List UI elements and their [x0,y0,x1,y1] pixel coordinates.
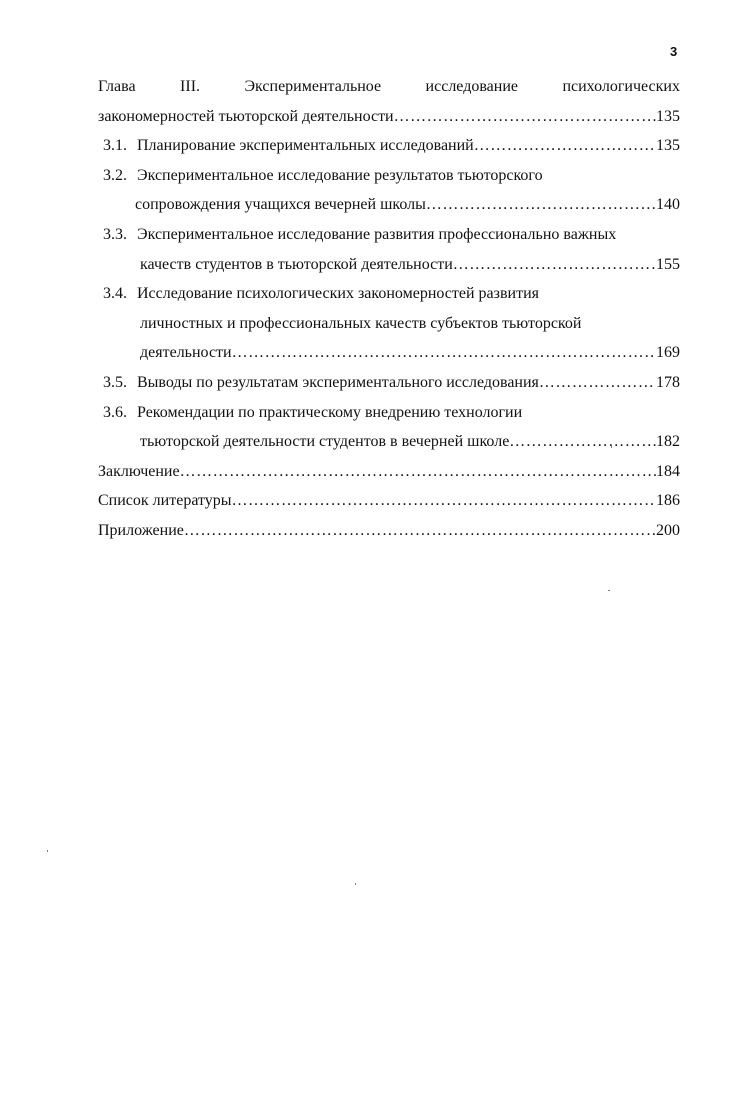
chapter-roman: III. [180,78,201,95]
section-title: Рекомендации по практическому внедрению технологии [137,403,523,421]
toc-entry-3-2[interactable] [98,190,680,220]
section-title-continuation: личностных и профессиональных качеств субъектов тьюторской [140,314,582,332]
section-page-number: 169 [656,344,680,362]
section-page-number: 155 [656,255,680,273]
section-number: 3.4. [103,285,127,303]
chapter-heading-line-1 [98,72,680,102]
section-page-number: 140 [656,196,680,214]
dot-leader [453,250,656,280]
section-page-number: 178 [656,373,680,391]
toc-entry-references[interactable] [98,486,680,516]
chapter-title-word: психологических [562,78,680,95]
dot-leader [426,190,656,220]
entry-page-number: 184 [656,462,680,480]
toc-entry-3-3-line-1 [98,220,680,250]
page-number: 3 [670,44,678,59]
toc-entry-3-4-line-1 [98,279,680,309]
section-number: 3.5. [103,373,127,391]
entry-title: Список литературы [98,492,232,510]
toc-entry-3-2-line-1 [98,161,680,191]
section-title-continuation: качеств студентов в тьюторской деятельности [140,255,453,273]
chapter-prefix: Глава [98,78,136,95]
scan-speck [355,883,356,885]
entry-page-number: 186 [656,492,680,510]
entry-title: Заключение [98,462,180,480]
scan-speck [611,446,612,448]
dot-leader [539,368,656,398]
chapter-title-word: Экспериментальное [244,78,382,95]
dot-leader [394,102,656,132]
section-number: 3.2. [103,166,127,184]
section-title: Выводы по результатам экспериментального исследования [137,373,539,391]
section-title: Экспериментальное исследование результатов тьюторского [137,166,543,184]
section-page-number: 182 [656,433,680,451]
toc-entry-3-6-line-1 [98,398,680,428]
section-title: Исследование психологических закономерностей развития [137,285,539,303]
dot-leader [232,486,656,516]
toc-entry-3-1[interactable] [98,131,680,161]
scan-speck [608,590,610,591]
section-title-continuation: деятельности [140,344,232,362]
chapter-page-number: 135 [656,107,680,125]
dot-leader [184,516,656,546]
dot-leader [474,131,656,161]
toc-entry-3-3[interactable] [98,250,680,280]
chapter-title-word: исследование [425,78,518,95]
dot-leader [509,427,656,457]
entry-page-number: 200 [656,521,680,539]
toc-entry-3-4-line-2 [98,309,680,339]
toc-entry-3-6[interactable] [98,427,680,457]
section-title-continuation: тьюторской деятельности студентов в вечерней школе [140,433,510,451]
chapter-heading-line-2[interactable] [98,102,680,132]
toc-entry-appendix[interactable] [98,516,680,546]
table-of-contents [98,72,680,546]
entry-title: Приложение [98,521,184,539]
toc-entry-3-5[interactable] [98,368,680,398]
section-number: 3.6. [103,403,127,421]
scan-speck [47,850,48,852]
toc-entry-3-4[interactable] [98,338,680,368]
dot-leader [232,338,656,368]
chapter-title-continuation: закономерностей тьюторской деятельности [98,107,394,125]
section-title: Экспериментальное исследование развития профессионально важных [137,225,617,243]
section-number: 3.1. [103,137,127,155]
section-title: Планирование экспериментальных исследований [137,137,474,155]
section-number: 3.3. [103,225,127,243]
section-page-number: 135 [656,137,680,155]
toc-entry-conclusion[interactable] [98,457,680,487]
section-title-continuation: сопровождения учащихся вечерней школы [135,196,426,214]
dot-leader [180,457,656,487]
